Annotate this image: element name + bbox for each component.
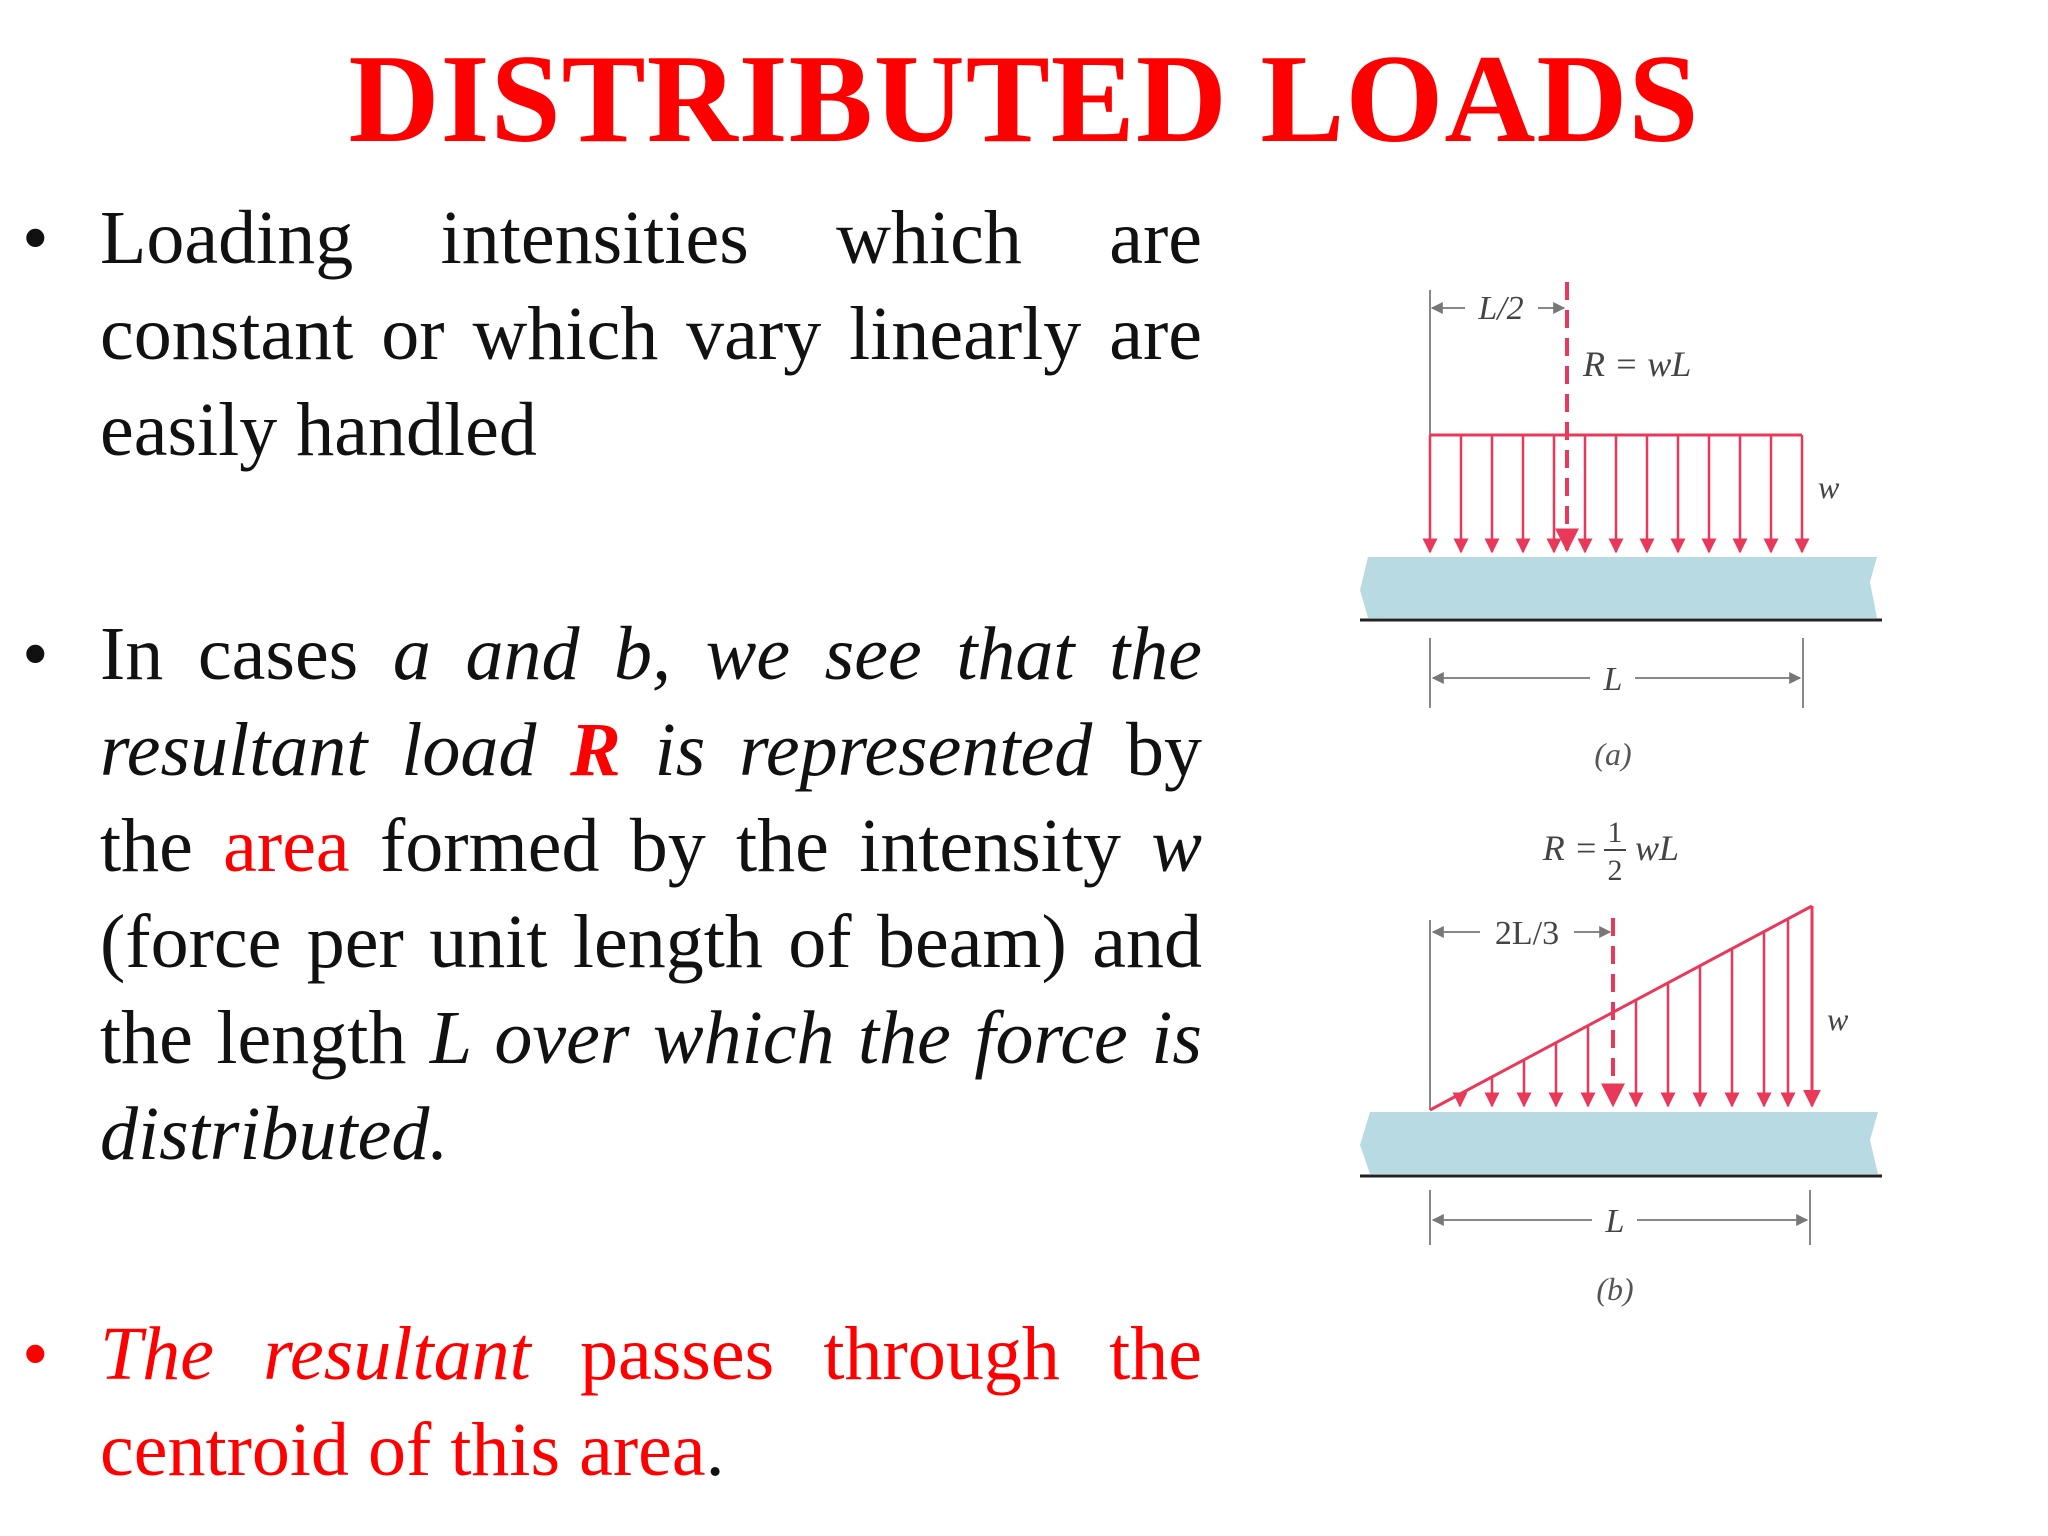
resultant-label: R = wL <box>1583 344 1692 384</box>
bullet-text-segment: (force per unit length of beam) and the length <box>100 900 1202 1080</box>
uniform-load-arrows <box>1430 435 1802 552</box>
figure-a-caption: (a) <box>1594 736 1632 772</box>
intensity-label: w <box>1818 469 1840 505</box>
bullet-item-1 <box>22 190 1202 478</box>
half-length-label: L/2 <box>1478 290 1524 327</box>
fraction-numerator: 1 <box>1607 816 1623 849</box>
bullet-marker: • <box>22 196 49 280</box>
bullet-item-3 <box>22 1306 1202 1498</box>
length-label: L <box>1605 1203 1625 1240</box>
bullet-text-segment: formed by the intensity <box>349 804 1152 888</box>
bullet-list <box>22 190 1202 1498</box>
fraction-denominator: 2 <box>1607 854 1623 887</box>
beam <box>1360 557 1877 618</box>
bullet-marker: • <box>22 1312 49 1396</box>
bullet-text-segment: In cases <box>100 612 393 696</box>
bullet-text-segment: L over which the force is distributed. <box>100 996 1202 1176</box>
bullet-item-2 <box>22 606 1202 1182</box>
figure-a <box>1360 282 1882 772</box>
resultant-label-suffix: wL <box>1635 828 1680 868</box>
bullet-text: Loading intensities which are constant or which vary linearly are easily handled <box>100 196 1202 472</box>
bullet-text-segment: passes through the centroid of this area <box>100 1312 1202 1492</box>
bullet-text-segment: by the <box>100 708 1203 888</box>
distributed-load-diagrams <box>1330 270 1930 1320</box>
slide-title: DISTRIBUTED LOADS <box>348 30 1700 169</box>
bullet-text-segment: a and b, we see that the resultant load <box>100 612 1202 792</box>
intensity-label: w <box>1827 1001 1849 1037</box>
area-keyword: area <box>223 804 350 888</box>
figure-b <box>1360 816 1882 1307</box>
figure-b-caption: (b) <box>1596 1271 1634 1307</box>
bullet-text-segment: The resultant <box>100 1312 531 1396</box>
load-slope-line <box>1430 906 1812 1110</box>
bullet-text-segment: . <box>705 1408 725 1492</box>
length-label: L <box>1603 661 1623 698</box>
intensity-symbol: w <box>1151 804 1202 888</box>
resultant-label-prefix: R = <box>1542 828 1598 868</box>
bullet-text-segment: is represented <box>620 708 1093 792</box>
bullet-marker: • <box>22 612 49 696</box>
beam <box>1360 1112 1878 1174</box>
resultant-symbol: R <box>570 708 621 792</box>
two-thirds-label: 2L/3 <box>1494 915 1560 952</box>
